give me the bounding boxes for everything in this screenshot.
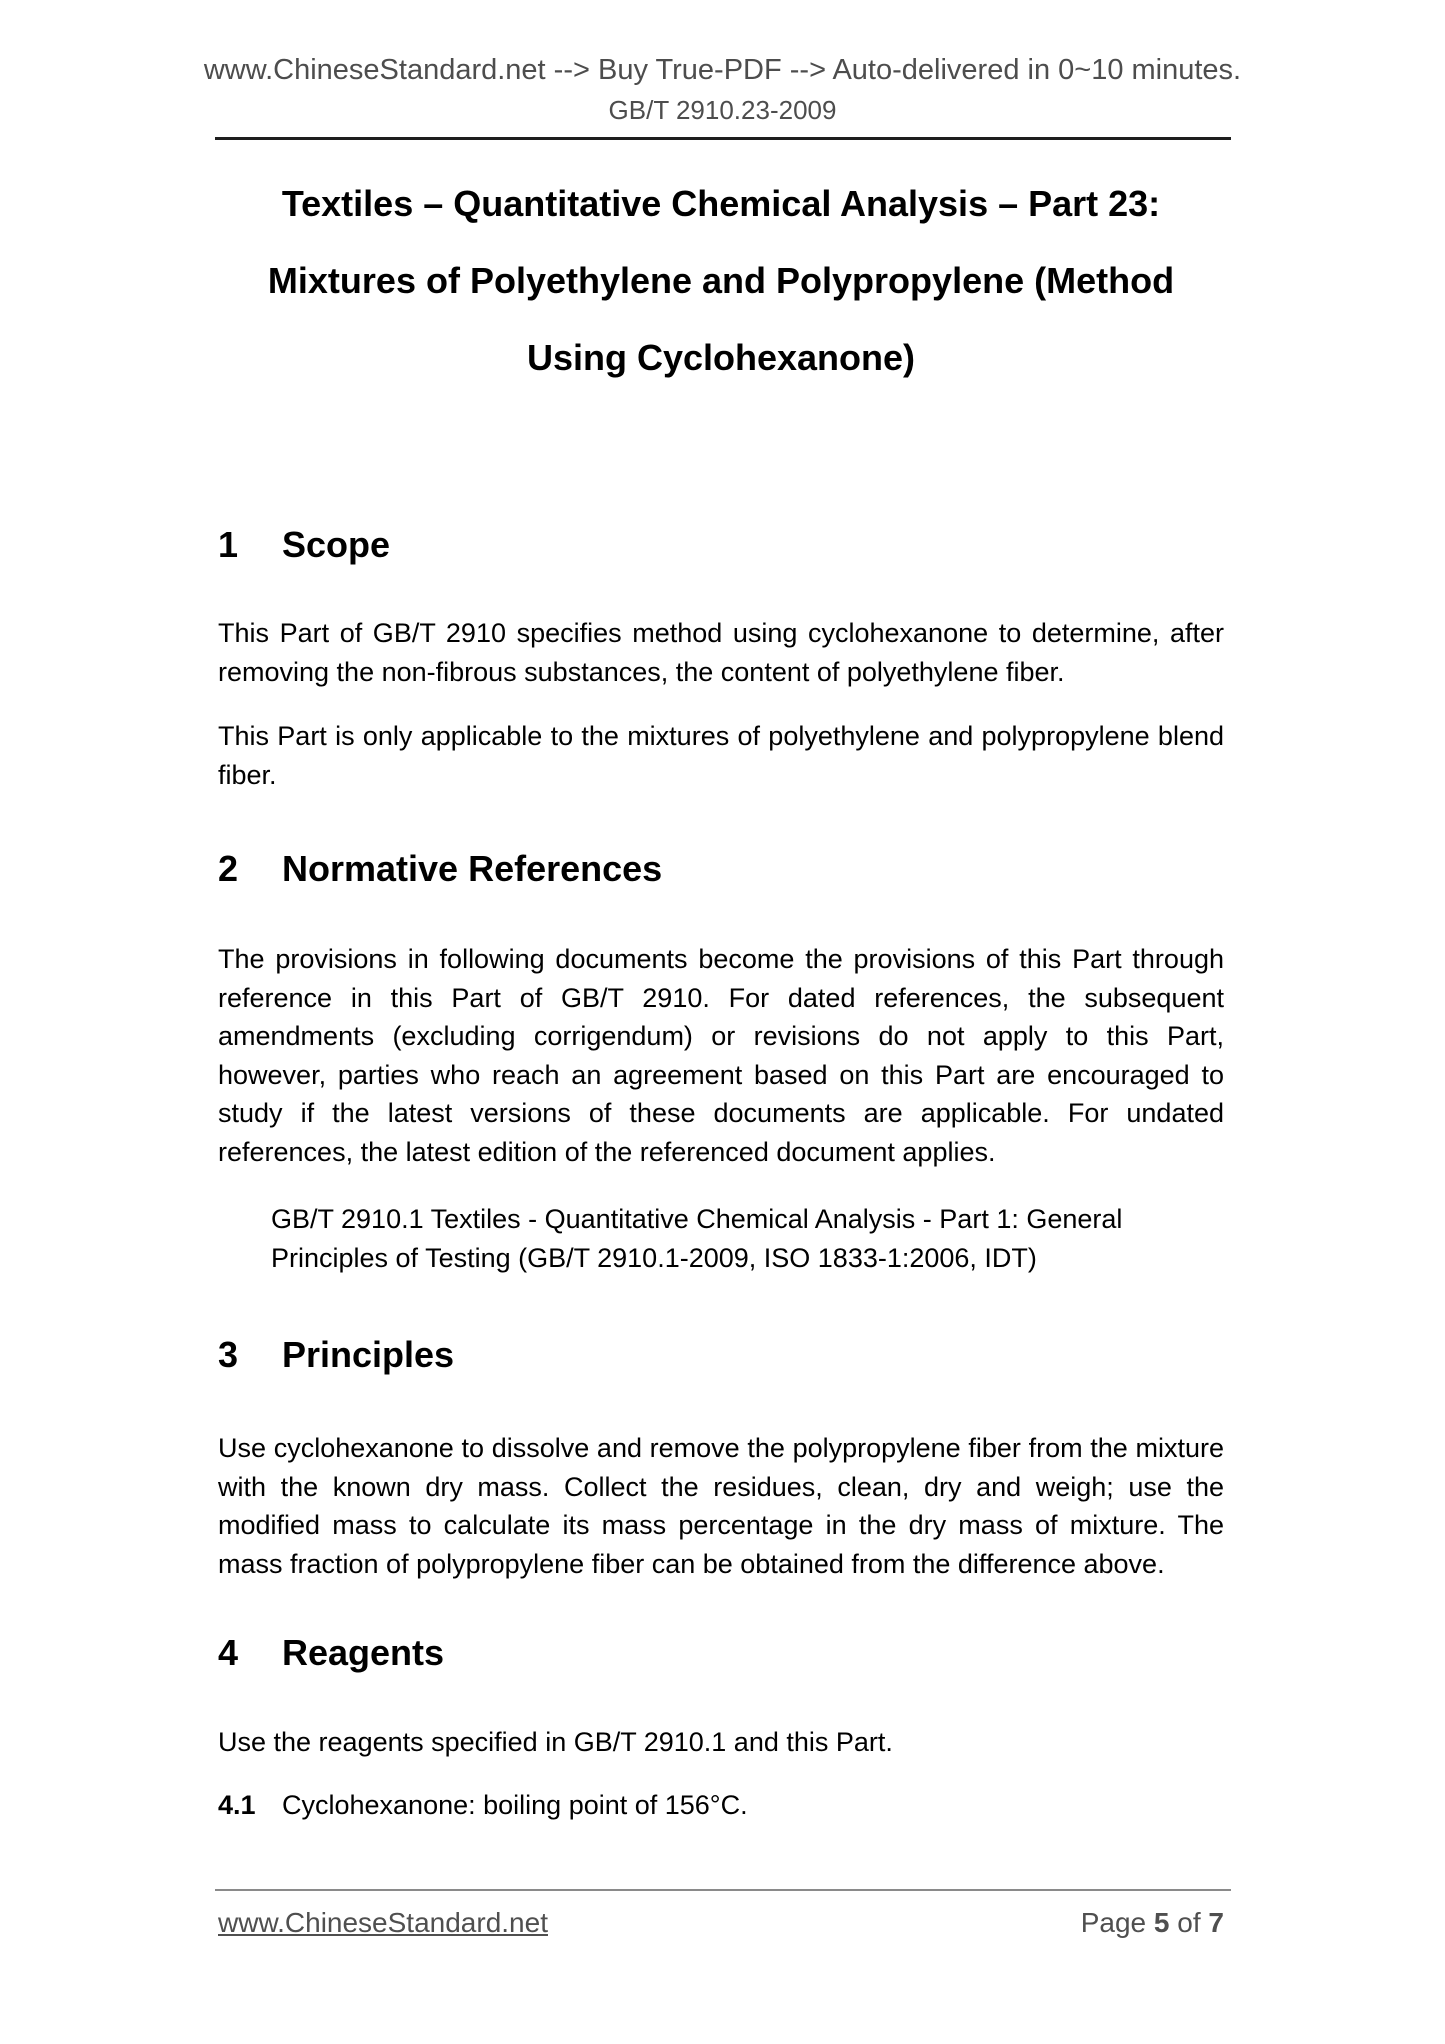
section-title: Reagents xyxy=(282,1632,445,1673)
title-line-1: Textiles – Quantitative Chemical Analysis – Part 23: xyxy=(281,183,1161,224)
of-word: of xyxy=(1177,1907,1201,1938)
document-title xyxy=(218,165,1224,396)
section-number: 3 xyxy=(218,1334,239,1375)
clause-number: 4.1 xyxy=(218,1790,256,1820)
footer-site-link[interactable]: www.ChineseStandard.net xyxy=(218,1907,548,1938)
section-number: 4 xyxy=(218,1632,239,1673)
section-heading-reagents xyxy=(218,1630,1224,1676)
total-pages: 7 xyxy=(1208,1907,1224,1938)
normative-reference-citation: GB/T 2910.1 Textiles - Quantitative Chemical Analysis - Part 1: General Principles of Testing (GB/T 2910.1-2009, ISO 1833-1:2006, IDT) xyxy=(271,1204,1123,1273)
header-rule xyxy=(215,137,1231,140)
section-title: Scope xyxy=(282,524,391,565)
section-heading-normative-references xyxy=(218,846,1224,892)
page-footer xyxy=(218,1905,1224,1941)
clause-text: Cyclohexanone: boiling point of 156°C. xyxy=(282,1790,748,1820)
header-doc-code: GB/T 2910.23-2009 xyxy=(608,95,837,125)
page-number: 5 xyxy=(1153,1907,1170,1938)
section-number: 1 xyxy=(218,524,239,565)
section-heading-principles xyxy=(218,1332,1224,1378)
reagent-clause-4-1 xyxy=(218,1786,1224,1825)
scope-paragraph-1: This Part of GB/T 2910 specifies method using cyclohexanone to determine, after removing the non-fibrous substances, the content of polyethylene fiber. xyxy=(218,618,1224,687)
header-site-line: www.ChineseStandard.net --> Buy True-PDF --> Auto-delivered in 0~10 minutes. xyxy=(203,54,1242,86)
title-line-3: Using Cyclohexanone) xyxy=(526,337,916,378)
footer-rule xyxy=(215,1889,1231,1891)
scope-paragraph-2: This Part is only applicable to the mixtures of polyethylene and polypropylene blend fiber. xyxy=(218,721,1224,790)
normative-references-paragraph: The provisions in following documents become the provisions of this Part through reference in this Part of GB/T 2910. For dated references, the subsequent amendments (excluding corrigendum) or revisions do not apply to this Part, however, parties who reach an agreement based on this Part are encouraged to study if the latest versions of these documents are applicable. For undated references, the latest edition of the referenced document applies. xyxy=(218,944,1224,1167)
reagents-paragraph: Use the reagents specified in GB/T 2910.1 and this Part. xyxy=(218,1727,893,1757)
principles-paragraph: Use cyclohexanone to dissolve and remove the polypropylene fiber from the mixture with the known dry mass. Collect the residues, clean, dry and weigh; use the modified mass to calculate its mass percentage in the dry mass of mixture. The mass fraction of polypropylene fiber can be obtained from the difference above. xyxy=(218,1433,1224,1579)
title-line-2: Mixtures of Polyethylene and Polypropylene (Method xyxy=(267,260,1175,301)
section-title: Principles xyxy=(282,1334,455,1375)
section-title: Normative References xyxy=(282,848,663,889)
page-word: Page xyxy=(1080,1907,1147,1938)
section-heading-scope xyxy=(218,522,1224,568)
page-indicator xyxy=(1081,1905,1224,1941)
section-number: 2 xyxy=(218,848,239,889)
